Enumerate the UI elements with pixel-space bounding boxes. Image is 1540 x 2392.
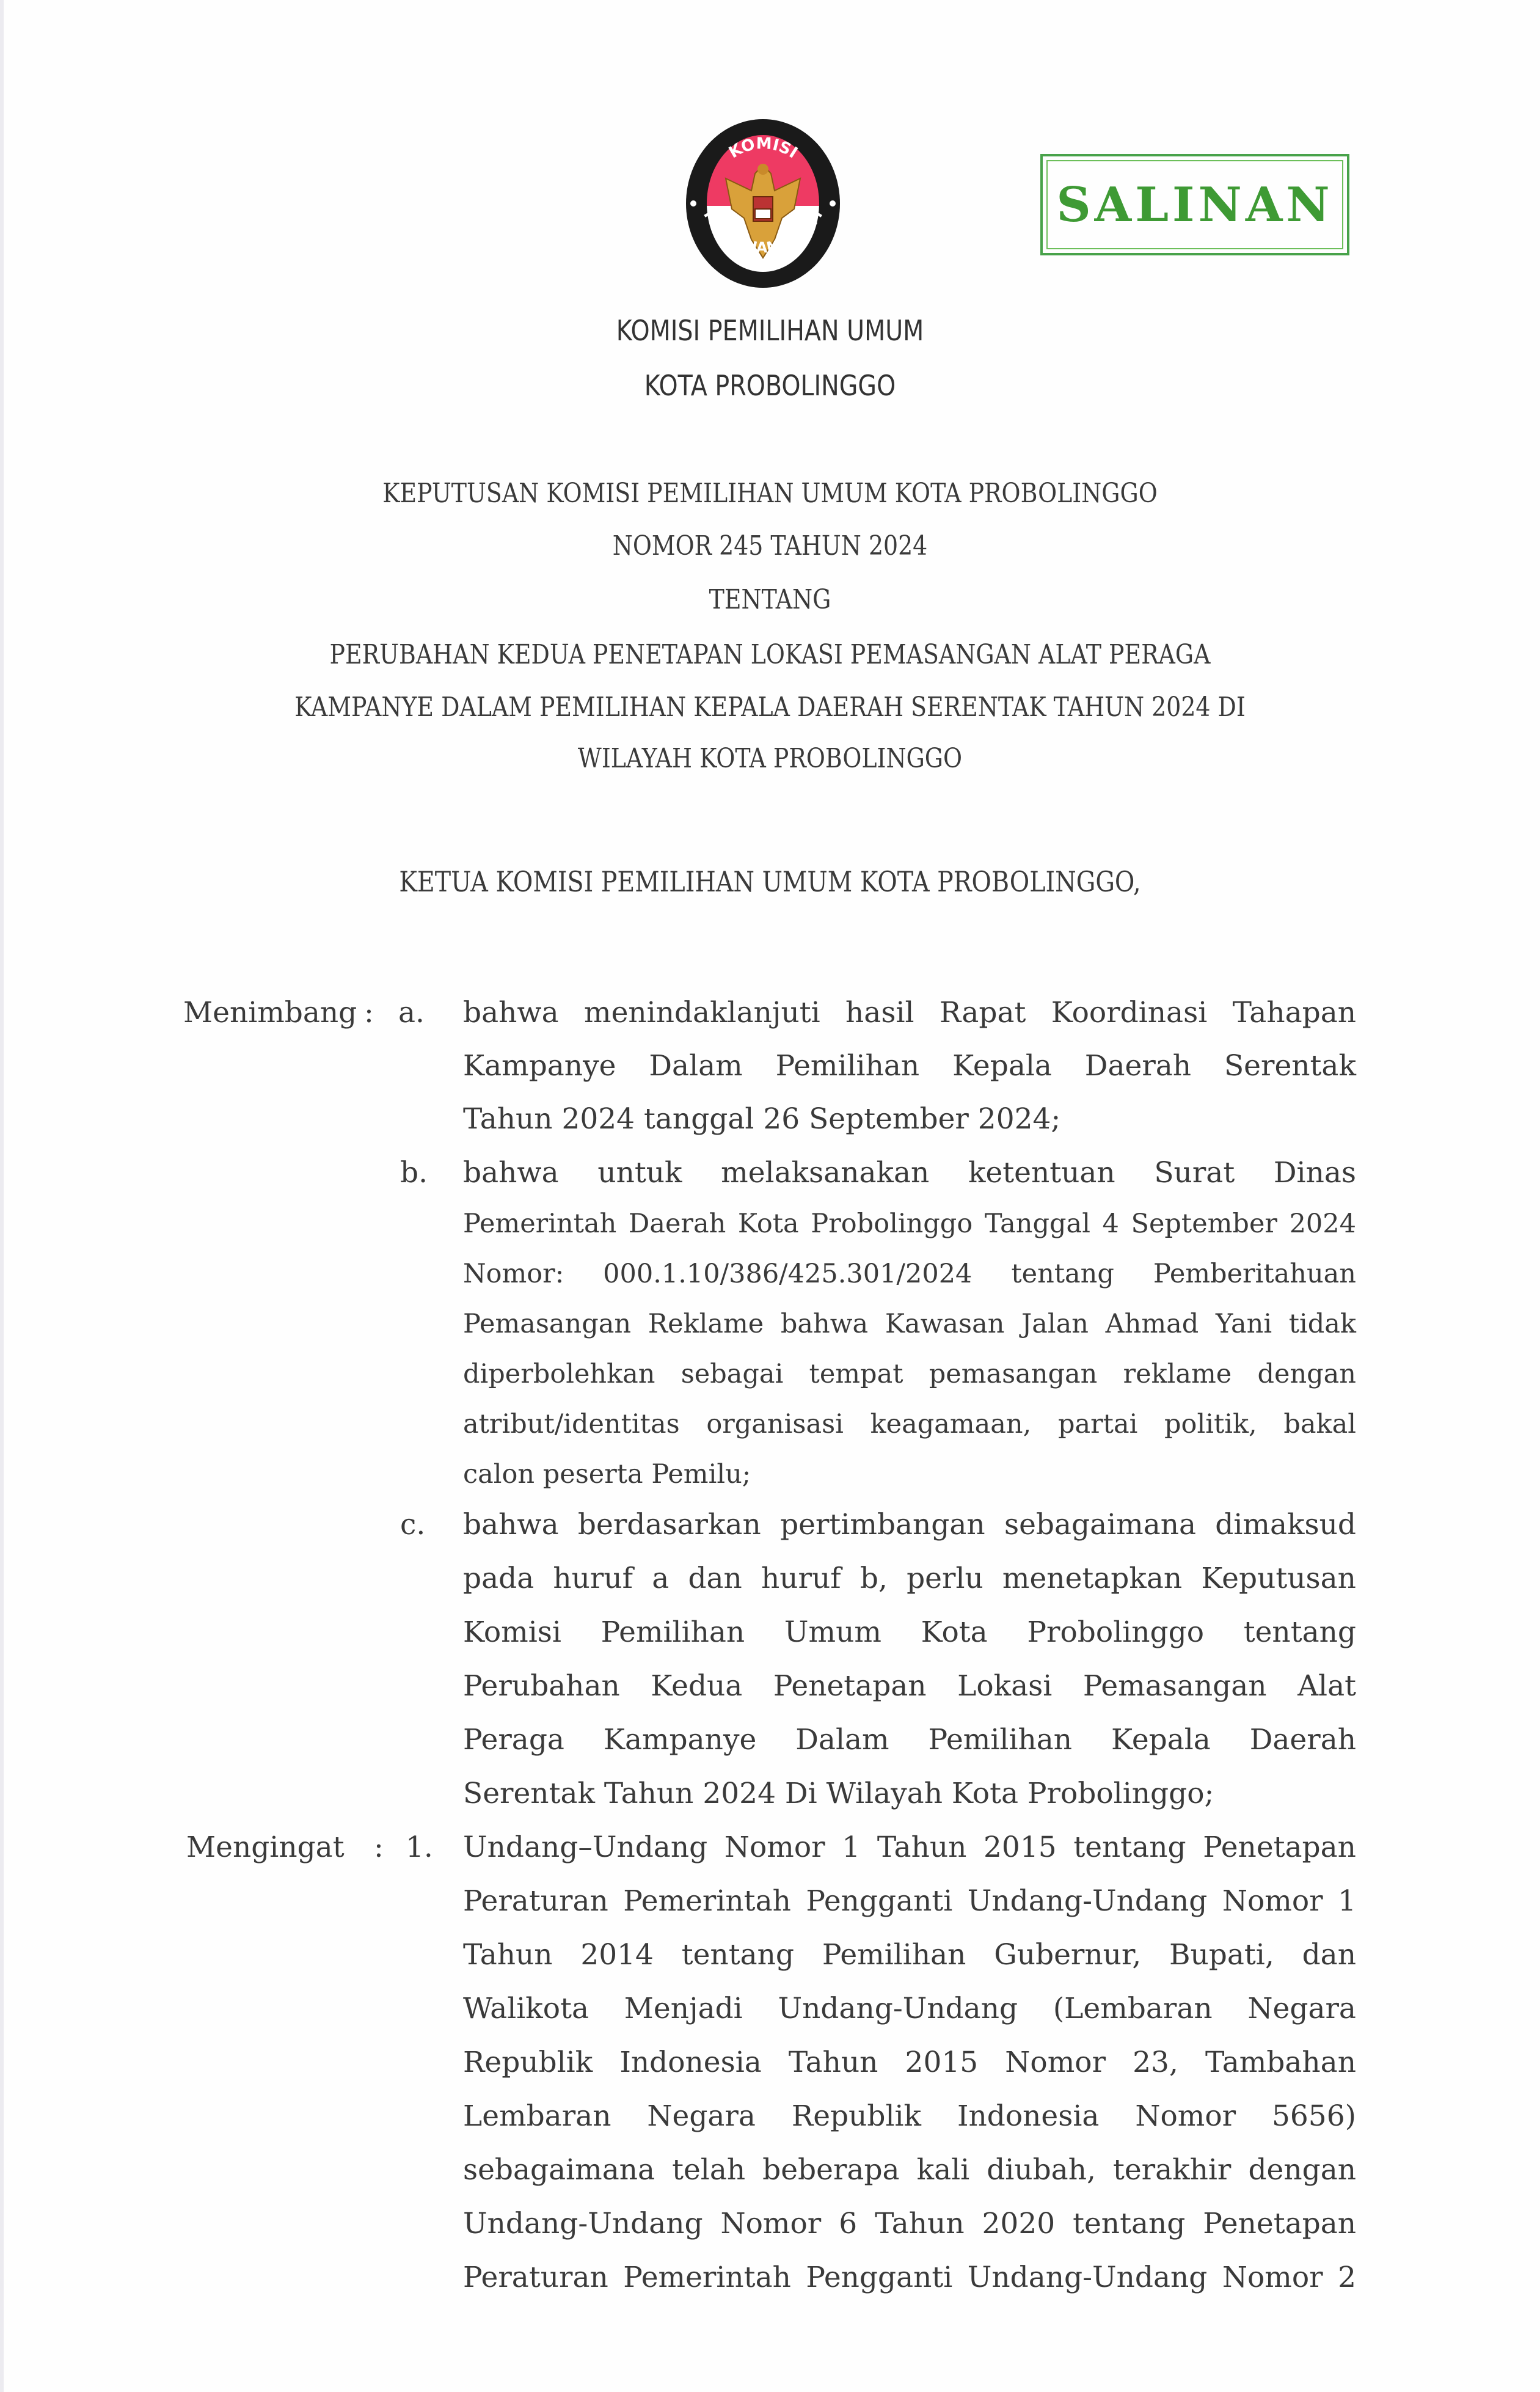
word: sebagai <box>681 1359 784 1389</box>
item-text-line <box>463 2046 1356 2079</box>
word: Tahun <box>463 1938 553 1972</box>
word: Probolinggo <box>811 1209 973 1239</box>
word: kali <box>916 2153 970 2187</box>
item-text-line <box>463 1309 1356 1339</box>
word: dengan <box>1257 1359 1356 1389</box>
word: Tahapan <box>1232 996 1356 1030</box>
word: 4 <box>1102 1209 1119 1239</box>
word: Serentak <box>1224 1049 1356 1083</box>
word: 2014 <box>580 1938 654 1972</box>
item-marker: a. <box>398 996 425 1030</box>
word: huruf <box>761 1562 841 1595</box>
word: Nomor <box>720 2207 822 2240</box>
item-text-line <box>463 2153 1356 2187</box>
word: dan <box>688 1562 742 1595</box>
word: 1 <box>1338 1884 1356 1918</box>
item-text-line <box>463 1884 1356 1918</box>
word: Nomor <box>1005 2046 1106 2079</box>
word: Rapat <box>939 996 1026 1030</box>
word: 2015 <box>905 2046 979 2079</box>
item-marker: 1. <box>406 1831 433 1864</box>
item-text-line <box>463 2207 1356 2240</box>
word: Pemilihan <box>600 1615 745 1649</box>
mengingat-label: Mengingat <box>186 1831 345 1864</box>
word: Nomor <box>1222 2261 1323 2294</box>
decree-subject-line: PERUBAHAN KEDUA PENETAPAN LOKASI PEMASANGAN ALAT PERAGA <box>329 639 1211 670</box>
decree-subject-line: KAMPANYE DALAM PEMILIHAN KEPALA DAERAH SERENTAK TAHUN 2024 DI <box>294 692 1246 723</box>
word: sebagaimana <box>1004 1508 1197 1542</box>
word: bahwa <box>780 1309 869 1339</box>
word: melaksanakan <box>721 1156 930 1190</box>
word: atribut/identitas <box>463 1409 680 1439</box>
word: Yani <box>1215 1309 1272 1339</box>
item-text-line <box>463 1938 1356 1972</box>
word: Daerah <box>628 1209 726 1239</box>
word: pemasangan <box>929 1359 1098 1389</box>
item-text-line <box>463 1669 1356 1703</box>
item-text-line <box>463 2261 1356 2294</box>
item-text-line: Tahun 2024 tanggal 26 September 2024; <box>463 1102 1061 1136</box>
word: Republik <box>791 2099 922 2133</box>
word: Koordinasi <box>1051 996 1208 1030</box>
word: hasil <box>845 996 914 1030</box>
word: bahwa <box>463 996 559 1030</box>
word: sebagaimana <box>463 2153 655 2187</box>
kpu-garuda-emblem-icon <box>683 117 843 290</box>
word: Peraga <box>463 1723 564 1757</box>
word: untuk <box>597 1156 682 1190</box>
word: Kedua <box>651 1669 743 1703</box>
word: pertimbangan <box>780 1508 985 1542</box>
decree-tentang: TENTANG <box>709 584 831 615</box>
word: Kota <box>921 1615 988 1649</box>
word: Keputusan <box>1201 1562 1356 1595</box>
menimbang-label: Menimbang <box>183 996 357 1030</box>
word: beberapa <box>762 2153 900 2187</box>
word: Dalam <box>649 1049 743 1083</box>
logo-ring-bottom-text: PEMILIHAN UMUM <box>700 207 827 257</box>
word: Peraturan <box>463 1884 608 1918</box>
item-text-line <box>463 2099 1356 2133</box>
decree-subject-line: WILAYAH KOTA PROBOLINGGO <box>577 743 963 774</box>
menimbang-colon: : <box>364 996 374 1030</box>
word: Lokasi <box>957 1669 1053 1703</box>
word: a <box>652 1562 670 1595</box>
word: Negara <box>647 2099 756 2133</box>
word: Kepala <box>1111 1723 1211 1757</box>
item-text-line <box>463 1409 1356 1439</box>
word: pada <box>463 1562 535 1595</box>
word: Pemilihan <box>928 1723 1073 1757</box>
word: organisasi <box>706 1409 844 1439</box>
item-marker: b. <box>400 1156 428 1190</box>
item-text-line <box>463 1615 1356 1649</box>
word: Penetapan <box>1203 2207 1356 2240</box>
word: 5656) <box>1272 2099 1356 2133</box>
word: Dinas <box>1273 1156 1356 1190</box>
item-text-line <box>463 1992 1356 2025</box>
institution-name: KOMISI PEMILIHAN UMUM <box>616 314 924 347</box>
word: tidak <box>1288 1309 1356 1339</box>
word: tentang <box>1073 2207 1186 2240</box>
word: b, <box>859 1562 888 1595</box>
word: Pemasangan <box>1082 1669 1267 1703</box>
word: diperbolehkan <box>463 1359 655 1389</box>
word: Gubernur, <box>994 1938 1142 1972</box>
word: Pengganti <box>806 2261 953 2294</box>
word: Umum <box>784 1615 881 1649</box>
word: Komisi <box>463 1615 561 1649</box>
word: Pemberitahuan <box>1153 1259 1356 1289</box>
word: Pemasangan <box>463 1309 632 1339</box>
word: menindaklanjuti <box>584 996 820 1030</box>
word: Tahun <box>875 2207 965 2240</box>
word: Menjadi <box>624 1992 743 2025</box>
page-edge-shadow <box>0 0 4 2392</box>
item-marker: c. <box>400 1508 426 1542</box>
word: Kampanye <box>463 1049 616 1083</box>
word: Surat <box>1154 1156 1235 1190</box>
word: Daerah <box>1249 1723 1356 1757</box>
word: tentang <box>1011 1259 1114 1289</box>
decree-number: NOMOR 245 TAHUN 2024 <box>612 530 928 561</box>
word: 2015 <box>983 1831 1057 1864</box>
item-text-line <box>463 1156 1356 1190</box>
word: Penetapan <box>1203 1831 1356 1864</box>
word: tempat <box>809 1359 903 1389</box>
word: Reklame <box>648 1309 764 1339</box>
word: dengan <box>1248 2153 1356 2187</box>
word: ketentuan <box>968 1156 1115 1190</box>
decree-title: KEPUTUSAN KOMISI PEMILIHAN UMUM KOTA PROBOLINGGO <box>382 478 1158 509</box>
item-text-line <box>463 1562 1356 1595</box>
word: keagamaan, <box>870 1409 1032 1439</box>
word: Indonesia <box>619 2046 762 2079</box>
word: 2 <box>1338 2261 1356 2294</box>
stamp-label: SALINAN <box>1056 177 1334 233</box>
item-text-line: Serentak Tahun 2024 Di Wilayah Kota Probolinggo; <box>463 1777 1214 1810</box>
word: bakal <box>1283 1409 1356 1439</box>
word: September <box>1131 1209 1277 1239</box>
word: Tanggal <box>984 1209 1090 1239</box>
word: Kepala <box>952 1049 1052 1083</box>
word: politik, <box>1164 1409 1257 1439</box>
word: Undang-Undang <box>778 1992 1018 2025</box>
word: terakhir <box>1112 2153 1232 2187</box>
word: Indonesia <box>957 2099 1100 2133</box>
salinan-stamp <box>1040 154 1349 255</box>
item-text-line <box>463 996 1356 1030</box>
word: Undang-Undang <box>967 2261 1208 2294</box>
word: Lembaran <box>463 2099 611 2133</box>
word: Peraturan <box>463 2261 608 2294</box>
word: Republik <box>463 2046 593 2079</box>
word: Negara <box>1247 1992 1356 2025</box>
word: 1 <box>842 1831 861 1864</box>
word: reklame <box>1123 1359 1232 1389</box>
word: Pemerintah <box>623 2261 791 2294</box>
word: dan <box>1302 1938 1356 1972</box>
word: Nomor <box>724 1831 825 1864</box>
mengingat-colon: : <box>374 1831 384 1864</box>
word: Nomor <box>1135 2099 1236 2133</box>
logo-ring-top-text: KOMISI <box>726 134 801 163</box>
word: Pemerintah <box>463 1209 617 1239</box>
word: Pengganti <box>806 1884 953 1918</box>
item-text-line <box>463 1209 1356 1239</box>
word: telah <box>672 2153 746 2187</box>
word: Penetapan <box>773 1669 927 1703</box>
word: perlu <box>907 1562 983 1595</box>
word: 6 <box>839 2207 858 2240</box>
word: Kampanye <box>603 1723 757 1757</box>
word: Kota <box>737 1209 799 1239</box>
item-text-line <box>463 1259 1356 1289</box>
word: Perubahan <box>463 1669 620 1703</box>
word: Ahmad <box>1105 1309 1199 1339</box>
word: Daerah <box>1084 1049 1192 1083</box>
item-text-line: calon peserta Pemilu; <box>463 1459 751 1490</box>
word: 2024 <box>1289 1209 1356 1239</box>
item-text-line <box>463 1049 1356 1083</box>
word: Probolinggo <box>1027 1615 1204 1649</box>
item-text-line <box>463 1723 1356 1757</box>
word: tentang <box>1243 1615 1356 1649</box>
word: Undang-Undang <box>463 2207 703 2240</box>
institution-city: KOTA PROBOLINGGO <box>644 369 896 402</box>
word: Tahun <box>877 1831 967 1864</box>
word: bahwa <box>463 1508 559 1542</box>
word: Alat <box>1297 1669 1356 1703</box>
word: tentang <box>1073 1831 1186 1864</box>
word: (Lembaran <box>1053 1992 1213 2025</box>
word: Nomor <box>1222 1884 1323 1918</box>
word: Nomor: <box>463 1259 564 1289</box>
word: 000.1.10/386/425.301/2024 <box>603 1259 973 1289</box>
item-text-line <box>463 1508 1356 1542</box>
word: Pemerintah <box>623 1884 791 1918</box>
word: Pemilihan <box>775 1049 920 1083</box>
word: Walikota <box>463 1992 589 2025</box>
word: bahwa <box>463 1156 559 1190</box>
word: tentang <box>681 1938 795 1972</box>
word: menetapkan <box>1002 1562 1183 1595</box>
word: Dalam <box>795 1723 889 1757</box>
word: huruf <box>553 1562 633 1595</box>
word: Bupati, <box>1169 1938 1274 1972</box>
word: dimaksud <box>1215 1508 1356 1542</box>
word: Kawasan <box>885 1309 1005 1339</box>
word: Undang-Undang <box>967 1884 1208 1918</box>
item-text-line <box>463 1831 1356 1864</box>
official-heading: KETUA KOMISI PEMILIHAN UMUM KOTA PROBOLINGGO, <box>399 865 1141 898</box>
word: Tahun <box>788 2046 878 2079</box>
word: diubah, <box>987 2153 1096 2187</box>
word: berdasarkan <box>577 1508 761 1542</box>
item-text-line <box>463 1359 1356 1389</box>
word: partai <box>1057 1409 1138 1439</box>
word: Tambahan <box>1205 2046 1356 2079</box>
word: Undang–Undang <box>463 1831 708 1864</box>
word: 2020 <box>982 2207 1056 2240</box>
word: 23, <box>1133 2046 1178 2079</box>
word: Pemilihan <box>822 1938 966 1972</box>
word: Jalan <box>1021 1309 1089 1339</box>
